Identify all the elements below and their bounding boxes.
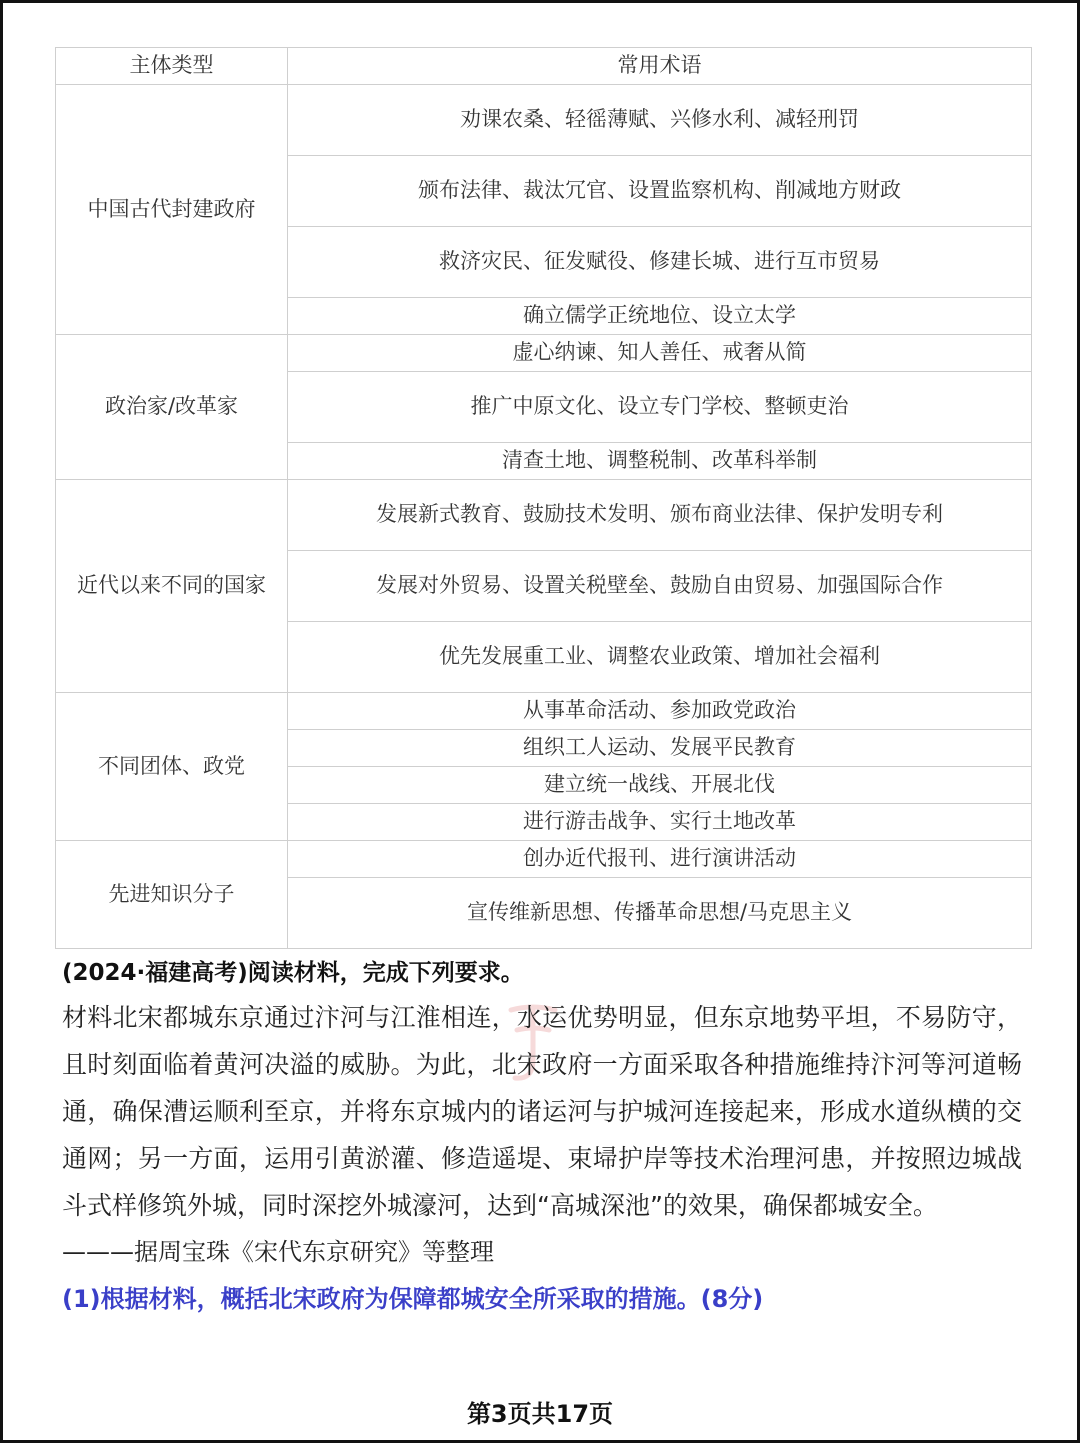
term-cell: 发展对外贸易、设置关税壁垒、鼓励自由贸易、加强国际合作	[288, 551, 1032, 622]
table-row	[56, 480, 1032, 551]
term-cell: 清查土地、调整税制、改革科举制	[288, 443, 1032, 480]
term-cell: 劝课农桑、轻徭薄赋、兴修水利、减轻刑罚	[288, 85, 1032, 156]
subject-cell: 先进知识分子	[56, 841, 288, 949]
term-cell: 宣传维新思想、传播革命思想/马克思主义	[288, 878, 1032, 949]
term-cell: 从事革命活动、参加政党政治	[288, 693, 1032, 730]
term-cell: 创办近代报刊、进行演讲活动	[288, 841, 1032, 878]
term-cell: 进行游击战争、实行土地改革	[288, 804, 1032, 841]
material-text: 材料北宋都城东京通过汴河与江淮相连，水运优势明显，但东京地势平坦，不易防守，且时刻面临着黄河决溢的威胁。为此，北宋政府一方面采取各种措施维持汴河等河道畅通，确保漕运顺利至京，并将东京城内的诸运河与护城河连接起来，形成水道纵横的交通网；另一方面，运用引黄淤灌、修造遥堤、束埽护岸等技术治理河患，并按照边城战斗式样修筑外城，同时深挖外城濠河，达到“高城深池”的效果，确保都城安全。	[62, 1003, 1022, 1220]
subject-cell: 中国古代封建政府	[56, 85, 288, 335]
term-cell: 虚心纳谏、知人善任、戒奢从简	[288, 335, 1032, 372]
table-header-row	[56, 48, 1032, 85]
subject-cell: 近代以来不同的国家	[56, 480, 288, 693]
subject-cell: 政治家/改革家	[56, 335, 288, 480]
question-heading: (2024·福建高考)阅读材料，完成下列要求。	[62, 960, 524, 986]
term-cell: 救济灾民、征发赋役、修建长城、进行互市贸易	[288, 227, 1032, 298]
header-common-terms: 常用术语	[288, 48, 1032, 85]
term-cell: 组织工人运动、发展平民教育	[288, 730, 1032, 767]
terms-table	[55, 47, 1032, 949]
table-row	[56, 693, 1032, 730]
sub-question: (1)根据材料，概括北宋政府为保障都城安全所采取的措施。(8分)	[62, 1285, 764, 1313]
question-passage	[62, 952, 1022, 1323]
page-number: 第3页共17页	[466, 1400, 614, 1428]
table-row	[56, 85, 1032, 156]
header-subject-type: 主体类型	[56, 48, 288, 85]
subject-cell: 不同团体、政党	[56, 693, 288, 841]
table-row	[56, 841, 1032, 878]
material-source: ———据周宝珠《宋代东京研究》等整理	[62, 1238, 494, 1266]
term-cell: 优先发展重工业、调整农业政策、增加社会福利	[288, 622, 1032, 693]
term-cell: 确立儒学正统地位、设立太学	[288, 298, 1032, 335]
term-cell: 发展新式教育、鼓励技术发明、颁布商业法律、保护发明专利	[288, 480, 1032, 551]
term-cell: 颁布法律、裁汰冗官、设置监察机构、削减地方财政	[288, 156, 1032, 227]
term-cell: 推广中原文化、设立专门学校、整顿吏治	[288, 372, 1032, 443]
table-row	[56, 335, 1032, 372]
term-cell: 建立统一战线、开展北伐	[288, 767, 1032, 804]
